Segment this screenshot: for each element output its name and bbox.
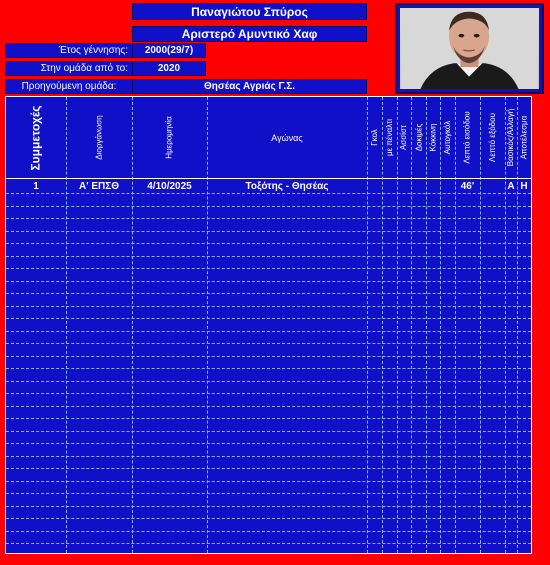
header-date-label: Ημερομηνία: [164, 116, 174, 159]
row-divider: [6, 243, 531, 244]
row-1-competition: Α' ΕΠΣΘ: [78, 180, 120, 192]
row-divider: [6, 218, 531, 219]
row-divider: [6, 381, 531, 382]
prev-team-label: Προηγούμενη ομάδα:: [5, 79, 133, 94]
header-goals: [367, 97, 382, 178]
since-value: 2020: [132, 61, 206, 76]
header-minute-in-label: Λεπτό εισόδου: [463, 111, 472, 164]
row-divider: [6, 206, 531, 207]
row-divider: [6, 231, 531, 232]
header-own-goal-label: Αυτογκόλ: [443, 120, 452, 155]
column-divider: [440, 97, 441, 553]
header-starter-sub-label: Βασικός/Αλλαγή: [506, 108, 516, 167]
header-own-goal: [440, 97, 455, 178]
header-date: [132, 97, 207, 178]
player-position: Αριστερό Αμυντικό Χαφ: [132, 26, 367, 42]
player-portrait-image: [400, 8, 539, 89]
birth-value: 2000(29/7): [132, 43, 206, 58]
header-assists-label: Ασσίστ: [399, 124, 409, 151]
since-label: Στην ομάδα από το:: [5, 61, 133, 76]
column-divider: [66, 97, 67, 553]
row-divider: [6, 268, 531, 269]
header-yellow: [411, 97, 426, 178]
row-divider: [6, 543, 531, 544]
header-appearances: [6, 97, 66, 178]
prev-team-value: Θησέας Αγριάς Γ.Σ.: [132, 79, 367, 94]
column-divider: [132, 97, 133, 553]
header-goals-label: Γκολ: [370, 129, 380, 146]
row-1-minute-in: 46': [460, 180, 475, 192]
row-divider: [6, 331, 531, 332]
row-divider: [6, 506, 531, 507]
row-divider: [6, 418, 531, 419]
appearances-table: [5, 96, 532, 554]
column-divider: [480, 97, 481, 553]
row-1-result: Η: [520, 180, 528, 192]
row-divider: [6, 293, 531, 294]
column-divider: [517, 97, 518, 553]
row-divider: [6, 318, 531, 319]
header-match-label: Αγώνας: [271, 132, 303, 143]
header-competition-label: Διοργάνωση: [94, 115, 104, 160]
header-red: [426, 97, 440, 178]
row-divider: [6, 481, 531, 482]
header-minute-in: [455, 97, 480, 178]
row-divider: [6, 443, 531, 444]
row-divider: [6, 256, 531, 257]
player-photo: [395, 3, 544, 94]
column-divider: [411, 97, 412, 553]
header-red-label: Κόκκινη: [428, 123, 438, 152]
row-divider: [6, 193, 531, 194]
header-competition: [66, 97, 132, 178]
header-starter-sub: [505, 97, 517, 178]
header-appearances-label: Συμμετοχές: [29, 104, 44, 171]
player-name: Παναγιώτου Σπύρος: [132, 3, 367, 20]
row-divider: [6, 306, 531, 307]
header-minute-out: [480, 97, 505, 178]
birth-label: Έτος γέννησης:: [5, 43, 133, 58]
row-divider: [6, 456, 531, 457]
column-divider: [382, 97, 383, 553]
header-minute-out-label: Λεπτό εξόδου: [488, 113, 498, 162]
row-1-match: Τοξότης - Θησέας: [245, 180, 329, 192]
column-divider: [455, 97, 456, 553]
row-divider: [6, 406, 531, 407]
row-divider: [6, 281, 531, 282]
row-divider: [6, 468, 531, 469]
row-divider: [6, 393, 531, 394]
row-divider: [6, 356, 531, 357]
column-divider: [397, 97, 398, 553]
header-penalty: [382, 97, 397, 178]
header-divider: [6, 178, 531, 179]
row-divider: [6, 431, 531, 432]
header-result: [517, 97, 531, 178]
row-1-date: 4/10/2025: [147, 180, 192, 192]
row-1-number: 1: [33, 180, 39, 192]
row-1-starter-sub: Α: [507, 180, 515, 192]
column-divider: [367, 97, 368, 553]
column-divider: [426, 97, 427, 553]
header-yellow-label: Δοκιμές: [414, 123, 424, 152]
column-divider: [207, 97, 208, 553]
row-divider: [6, 368, 531, 369]
header-assists: [397, 97, 411, 178]
row-divider: [6, 518, 531, 519]
column-divider: [505, 97, 506, 553]
row-divider: [6, 531, 531, 532]
header-penalty-label: με πέναλτι: [385, 118, 395, 157]
row-divider: [6, 343, 531, 344]
row-divider: [6, 493, 531, 494]
header-match: [207, 97, 367, 178]
header-result-label: Αποτέλεσμα: [519, 115, 529, 160]
